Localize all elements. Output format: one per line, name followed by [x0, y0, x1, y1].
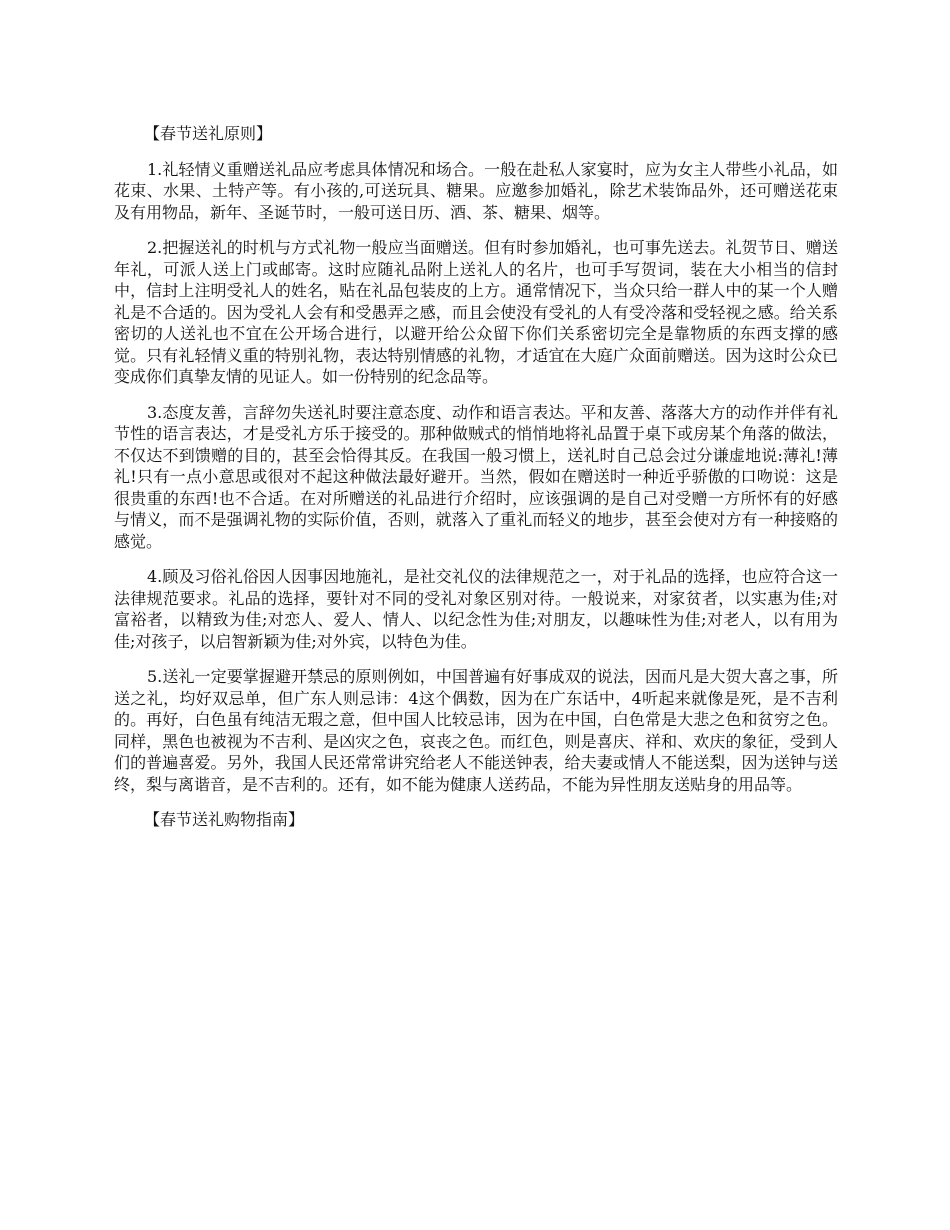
section-heading-principles: 【春节送礼原则】: [144, 124, 273, 143]
section-heading-shopping-guide: 【春节送礼购物指南】: [144, 810, 305, 829]
paragraph-4: 4.顾及习俗礼俗因人因事因地施礼，是社交礼仪的法律规范之一，对于礼品的选择，也应符合这一法律规范要求。礼品的选择，要针对不同的受礼对象区别对待。一般说来，对家贫者，以实惠为佳;对富裕者，以精致为佳;对恋人、爱人、情人、以纪念性为佳;对朋友，以趣味性为佳;对老人，以有用为佳;对孩子，以启智新颖为佳;对外宾，以特色为佳。: [114, 567, 838, 651]
paragraph-5: 5.送礼一定要掌握避开禁忌的原则例如，中国普遍有好事成双的说法，因而凡是大贺大喜之事，所送之礼，均好双忌单，但广东人则忌讳：4这个偶数，因为在广东话中，4听起来就像是死，是不吉利的。再好，白色虽有纯洁无瑕之意，但中国人比较忌讳，因为在中国，白色常是大悲之色和贫穷之色。同样，黑色也被视为不吉利、是凶灾之色，哀丧之色。而红色，则是喜庆、祥和、欢庆的象征，受到人们的普遍喜爱。另外，我国人民还常常讲究给老人不能送钟表，给夫妻或情人不能送梨，因为送钟与送终，梨与离谐音，是不吉利的。还有，如不能为健康人送药品，不能为异性朋友送贴身的用品等。: [114, 667, 838, 794]
paragraph-2: 2.把握送礼的时机与方式礼物一般应当面赠送。但有时参加婚礼，也可事先送去。礼贺节日、赠送年礼，可派人送上门或邮寄。这时应随礼品附上送礼人的名片，也可手写贺词，装在大小相当的信封中，信封上注明受礼人的姓名，贴在礼品包装皮的上方。通常情况下，当众只给一群人中的某一个人赠礼是不合适的。因为受礼人会有和受愚弄之感，而且会使没有受礼的人有受冷落和受轻视之感。给关系密切的人送礼也不宜在公开场合进行，以避开给公众留下你们关系密切完全是靠物质的东西支撑的感觉。只有礼轻情义重的特别礼物，表达特别情感的礼物，才适宜在大庭广众面前赠送。因为这时公众已变成你们真挚友情的见证人。如一份特别的纪念品等。: [114, 238, 838, 386]
paragraph-3: 3.态度友善，言辞勿失送礼时要注意态度、动作和语言表达。平和友善、落落大方的动作并伴有礼节性的语言表达，才是受礼方乐于接受的。那种做贼式的悄悄地将礼品置于桌下或房某个角落的做法，不仅达不到馈赠的目的，甚至会恰得其反。在我国一般习惯上，送礼时自己总会过分谦虚地说:薄礼!薄礼!只有一点小意思或很对不起这种做法最好避开。当然，假如在赠送时一种近乎骄傲的口吻说：这是很贵重的东西!也不合适。在对所赠送的礼品进行介绍时，应该强调的是自己对受赠一方所怀有的好感与情义，而不是强调礼物的实际价值，否则，就落入了重礼而轻义的地步，甚至会使对方有一种接赂的感觉。: [114, 402, 838, 551]
paragraph-1: 1.礼轻情义重赠送礼品应考虑具体情况和场合。一般在赴私人家宴时，应为女主人带些小礼品，如花束、水果、土特产等。有小孩的,可送玩具、糖果。应邀参加婚礼，除艺术装饰品外，还可赠送花束及有用物品，新年、圣诞节时，一般可送日历、酒、茶、糖果、烟等。: [114, 159, 838, 222]
document-page: [114, 123, 838, 845]
